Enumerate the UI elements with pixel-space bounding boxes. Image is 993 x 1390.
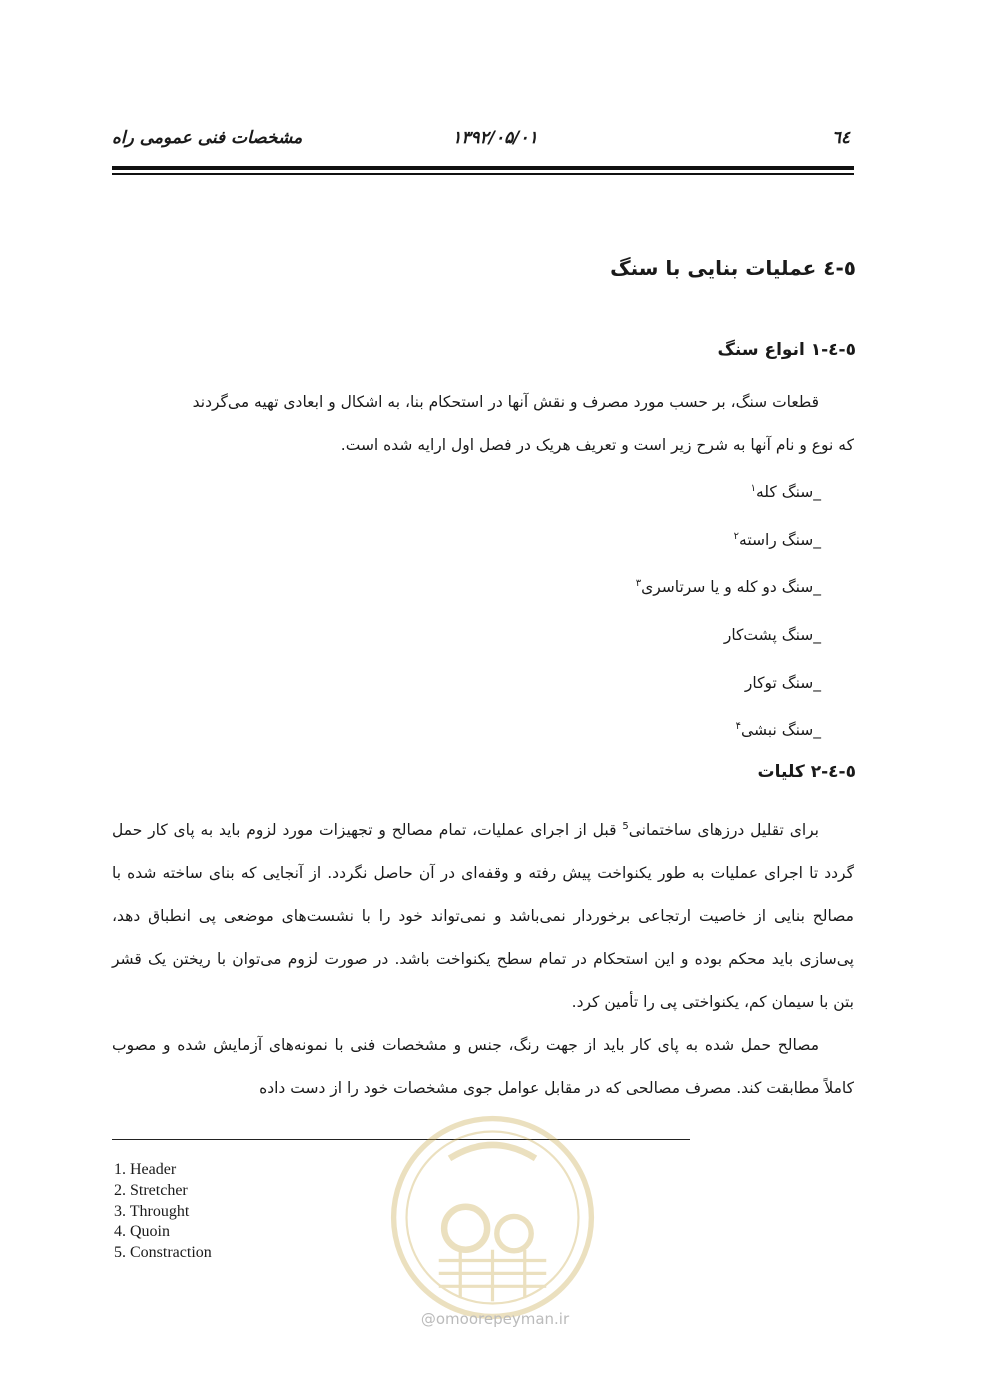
footnote: 5. Constraction [114,1244,212,1262]
footnotes [114,1160,212,1264]
list-item: _سنگ توکار [744,673,821,692]
footnote: 1. Header [114,1161,177,1178]
footnote: 2. Stretcher [114,1181,188,1199]
header-rule-thin [112,173,854,175]
watermark-url: @omoorepeyman.ir [420,1310,570,1328]
subsection-heading-types: ٥-٤-١ انواع سنگ [717,340,856,360]
header-rule-thick [112,166,854,170]
subsection-heading-general: ٥-٤-٢ کلیات [757,762,856,782]
running-header-date: ۱۳۹۲/۰۵/۰۱ [452,128,538,148]
running-header-title: مشخصات فنی عمومی راه [112,128,303,148]
list-item: _سنگ راسته$^٢$ [733,530,821,549]
list-item: _سنگ کله$^١$ [750,483,821,502]
intro-line-1: قطعات سنگ، بر حسب مورد مصرف و نقش آنها در استحکام بنا، به اشکال و ابعادی تهیه می‌گردند [192,393,819,411]
page-number: ٦٤ [831,128,850,148]
intro-paragraph [112,381,854,467]
general-paragraph-1: برای تقلیل درزهای ساختمانی$^5$ قبل از اجرای عملیات، تمام مصالح و تجهیزات مورد لزوم باید به پای کار حمل گردد تا اجرای عملیات به طور یکنواخت پیش رفته و وقفه‌ای در آن حاصل نگردد. از آنجایی که بنای ساخته شده با مصالح بنایی از خاصیت ارتجاعی برخوردار نمی‌باشد و نمی‌تواند خود را با نشست‌های موضعی پی انطباق دهد، پی‌سازی باید محکم بوده و این استحکام در تمام سطح یکنواخت باشد. در صورت لزوم می‌توان با ریختن یک قشر بتن با سیمان کم، یکنواختی پی را تأمین کرد. [112,821,854,1012]
stone-types-list [636,467,821,753]
footnote: 3. Throught [114,1202,190,1220]
watermark-logo [385,1110,600,1325]
intro-line-2: که نوع و نام آنها به شرح زیر است و تعریف هریک در فصل اول ارایه شده است. [340,436,854,454]
list-item: _سنگ دو کله و یا سرتاسری$^٣$ [635,578,821,597]
general-paragraph-2: مصالح حمل شده به پای کار باید از جهت رنگ، جنس و مشخصات فنی با نمونه‌های آزمایش شده و مصوب کاملاً مطابقت کند. مصرف مصالحی که در مقابل عوامل جوی مشخصات خود را از دست داده [112,1036,854,1098]
footnote: 4. Quoin [114,1223,170,1241]
list-item: _سنگ پشت‌کار [723,626,821,645]
section-heading: ٥-٤ عملیات بنایی با سنگ [610,256,856,280]
general-paragraphs [112,805,854,1110]
list-item: _سنگ نبشی$^۴$ [735,721,821,740]
